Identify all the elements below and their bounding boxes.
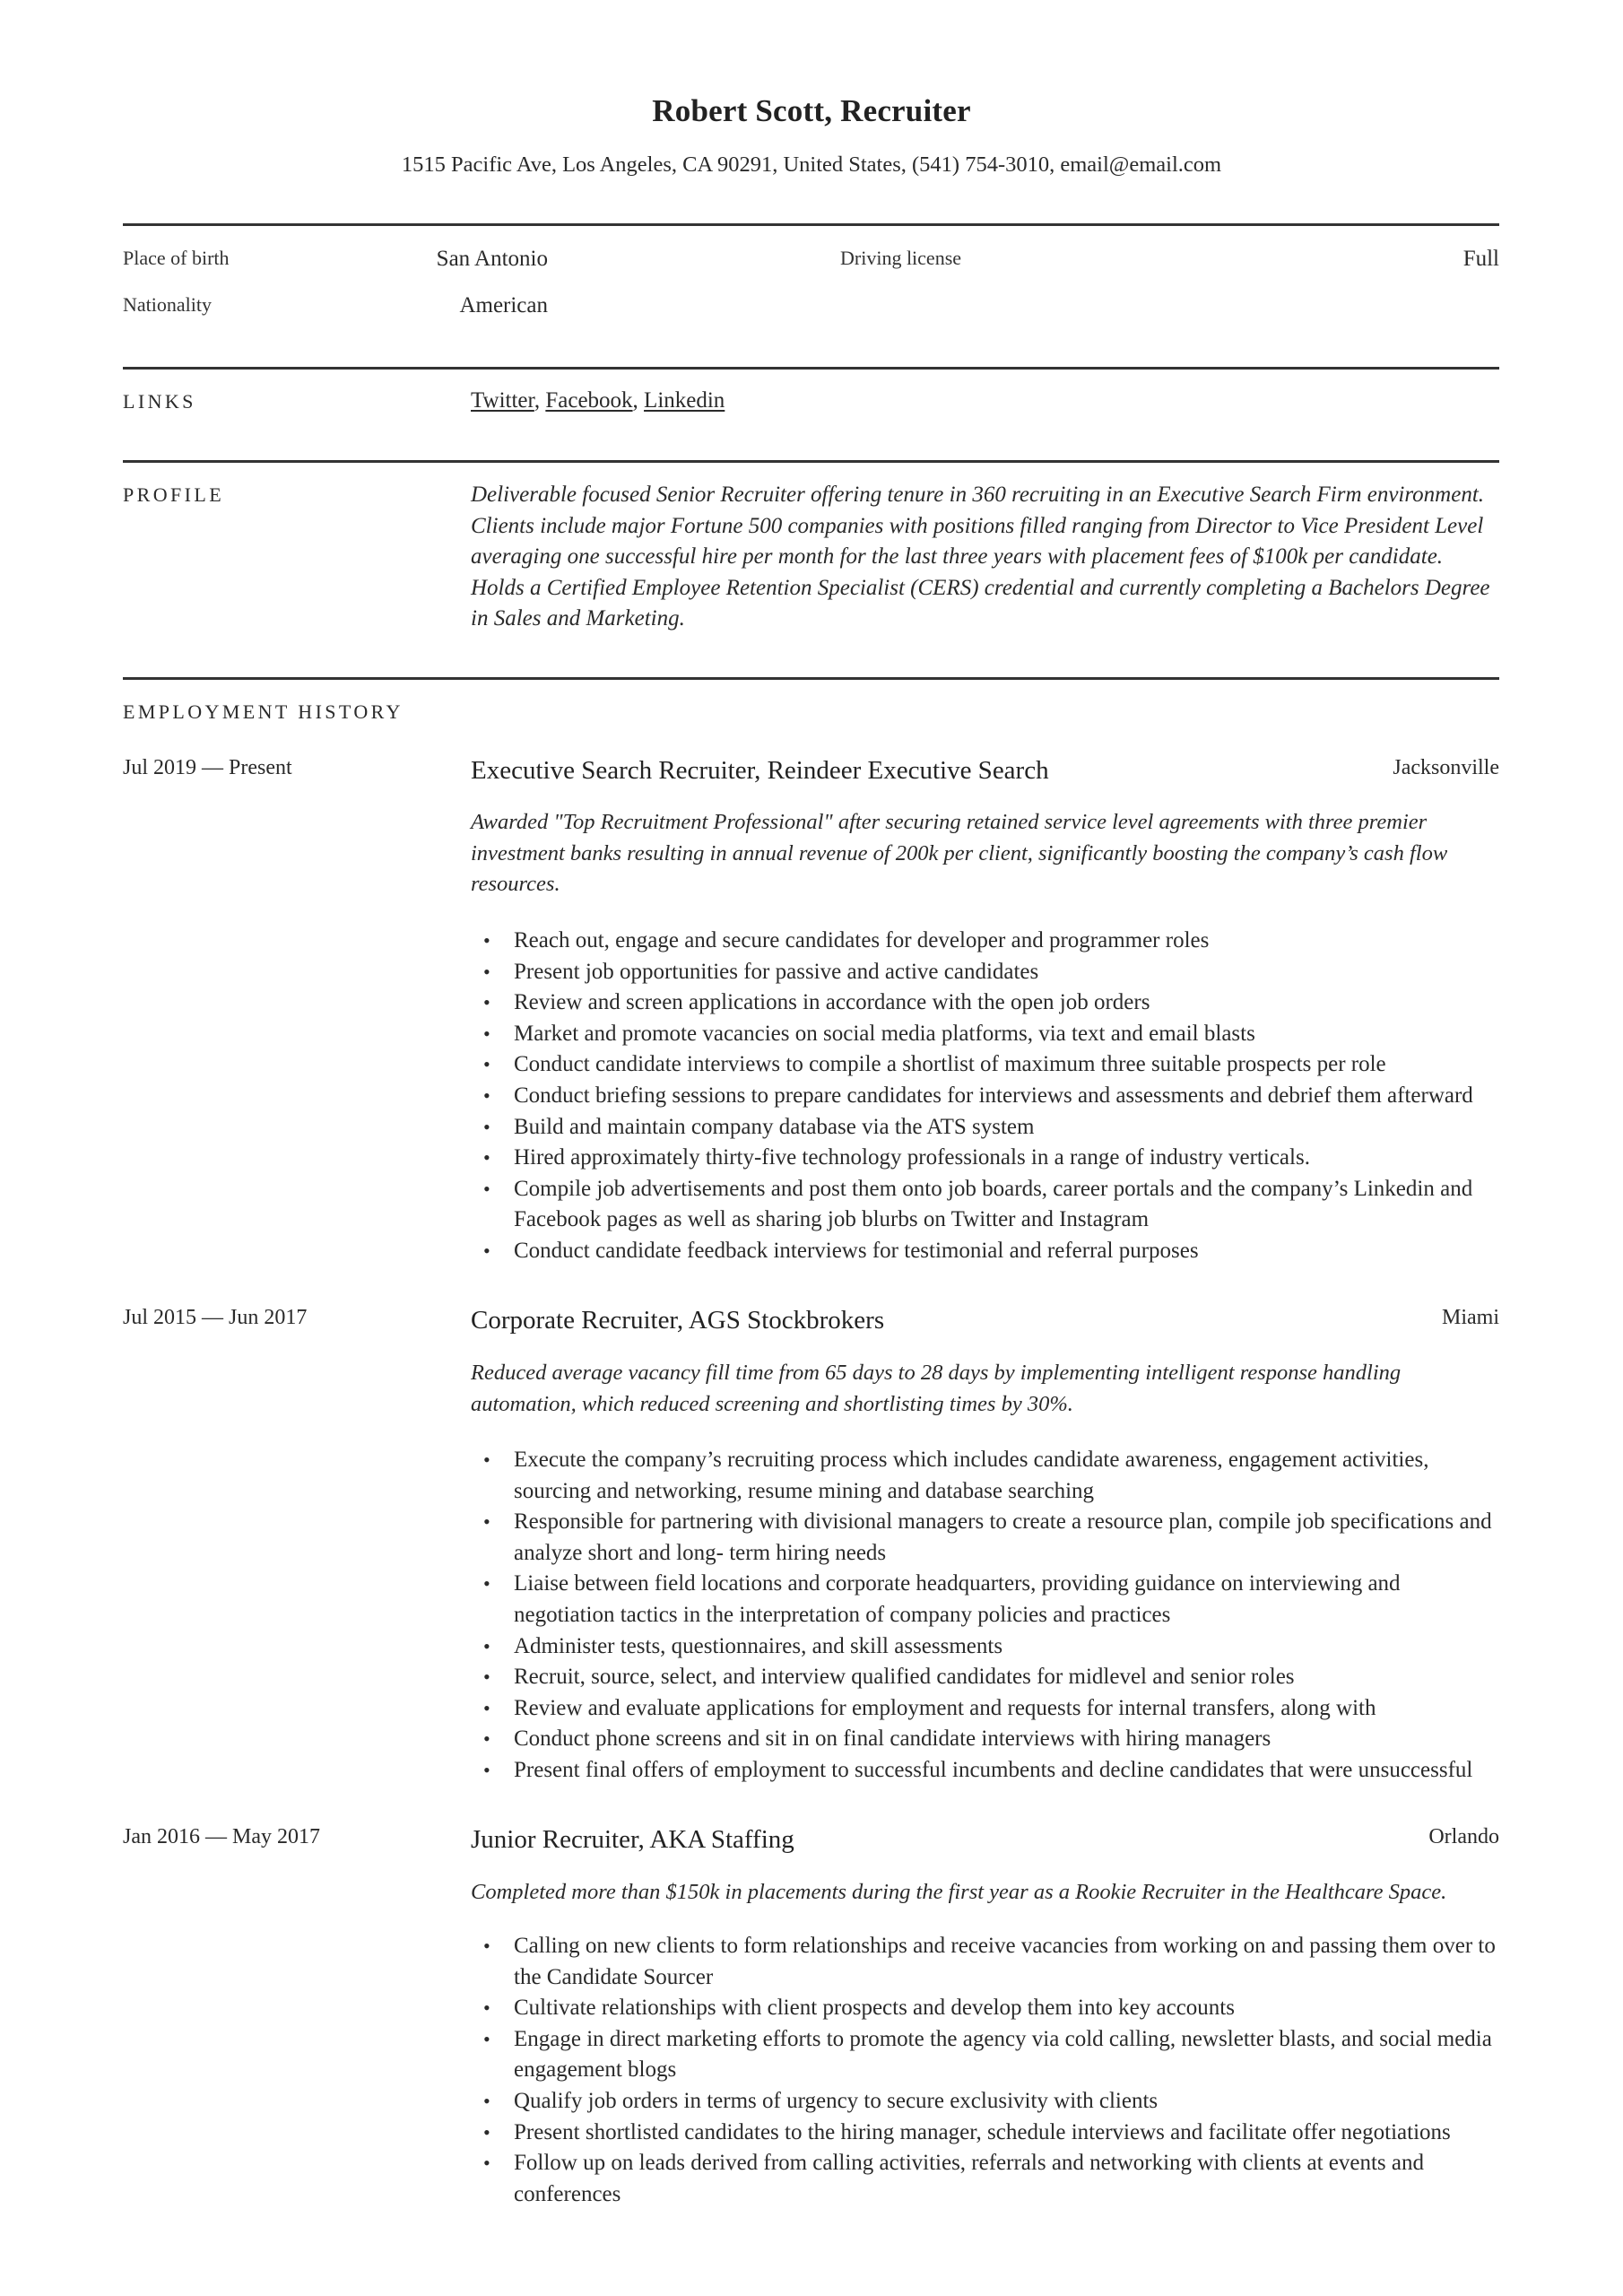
bullet-text: Conduct candidate feedback interviews for testimonial and referral purposes — [514, 1238, 1199, 1263]
contact-address: 1515 Pacific Ave, Los Angeles, CA 90291, United States, (541) 754-3010, email@email.com — [401, 152, 1222, 177]
bullet-icon: • — [483, 2152, 490, 2175]
job-city: Orlando — [1428, 1825, 1499, 1848]
bullet-text: Review and screen applications in accordance with the open job orders — [514, 990, 1150, 1015]
bullet-icon: • — [483, 1177, 490, 1200]
job-bullet — [471, 2148, 1502, 2210]
job-title: Executive Search Recruiter, Reindeer Executive Search — [471, 756, 1049, 785]
job-bullet — [471, 987, 1502, 1019]
bullet-icon: • — [483, 991, 490, 1014]
bullet-icon: • — [483, 2089, 490, 2112]
job-dates: Jul 2015 — Jun 2017 — [123, 1306, 308, 1329]
profile-heading: PROFILE — [123, 483, 225, 506]
job-dates: Jan 2016 — May 2017 — [123, 1825, 320, 1848]
job-summary: Reduced average vacancy fill time from 65 days to 28 days by implementing intelligent response handling automation, which reduced screening and shortlisting times by 30%. — [471, 1361, 1402, 1416]
job-bullet — [471, 1445, 1502, 1507]
divider — [123, 677, 1499, 680]
link-twitter[interactable]: Twitter — [471, 388, 534, 413]
job-bullets — [471, 1931, 1502, 2210]
bullet-text: Calling on new clients to form relationships and receive vacancies from working on and passing them over to the Candidate Sourcer — [514, 1934, 1496, 1989]
link-separator: , — [534, 388, 546, 413]
job-bullet — [471, 1693, 1502, 1725]
employment-heading: EMPLOYMENT HISTORY — [123, 700, 404, 723]
job-bullet — [471, 1236, 1502, 1267]
job-title: Junior Recruiter, AKA Staffing — [471, 1825, 794, 1854]
bullet-text: Engage in direct marketing efforts to promote the agency via cold calling, newsletter blasts, and social media engagement blogs — [514, 2026, 1492, 2083]
job-bullet — [471, 1931, 1502, 1993]
divider — [123, 460, 1499, 463]
bullet-text: Administer tests, questionnaires, and skill assessments — [514, 1633, 1003, 1658]
bullet-text: Recruit, source, select, and interview qualified candidates for midlevel and senior roles — [514, 1665, 1295, 1690]
place-of-birth-value: San Antonio — [436, 247, 548, 271]
job-bullet — [471, 1569, 1502, 1631]
job-bullet — [471, 1112, 1502, 1144]
bullet-icon: • — [483, 1634, 490, 1657]
job-summary: Completed more than $150k in placements during the first year as a Rookie Recruiter in the Healthcare Space. — [471, 1880, 1447, 1904]
bullet-icon: • — [483, 2120, 490, 2144]
bullet-text: Conduct briefing sessions to prepare candidates for interviews and assessments and debrief them afterward — [514, 1083, 1473, 1108]
bullet-text: Conduct candidate interviews to compile a shortlist of maximum three suitable prospects per role — [514, 1052, 1386, 1077]
bullet-icon: • — [483, 1996, 490, 2020]
bullet-text: Execute the company’s recruiting process which includes candidate awareness, engagement activities, sourcing and networking, resume mining and database searching — [514, 1448, 1429, 1503]
job-bullet — [471, 2118, 1502, 2149]
bullet-icon: • — [483, 1510, 490, 1534]
bullet-text: Build and maintain company database via the ATS system — [514, 1114, 1035, 1139]
bullet-icon: • — [483, 1115, 490, 1138]
job-bullet — [471, 1143, 1502, 1174]
job-bullet — [471, 1724, 1502, 1755]
job-city: Miami — [1442, 1306, 1499, 1329]
bullet-icon: • — [483, 1935, 490, 1957]
job-bullet — [471, 1081, 1502, 1112]
bullet-text: Hired approximately thirty-five technology professionals in a range of industry verticals. — [514, 1145, 1310, 1170]
bullet-icon: • — [483, 1572, 490, 1596]
bullet-icon: • — [483, 960, 490, 983]
bullet-icon: • — [483, 1448, 490, 1471]
bullet-icon: • — [483, 929, 490, 952]
job-city: Jacksonville — [1393, 756, 1499, 779]
links-list — [471, 388, 725, 413]
job-dates: Jul 2019 — Present — [123, 756, 292, 779]
bullet-text: Cultivate relationships with client prospects and develop them into key accounts — [514, 1996, 1235, 2021]
bullet-icon: • — [483, 1146, 490, 1170]
driving-license-value: Full — [1462, 247, 1499, 271]
job-bullet — [471, 2024, 1502, 2086]
profile-summary: Deliverable focused Senior Recruiter offering tenure in 360 recruiting in an Executive Search Firm environment. Clients include major Fortune 500 companies with positions filled ranging from Director to Vice President Level averaging one successful hire per month for the last three years with placement fees of $100k per candidate. Holds a Certified Employee Retention Specialist (CERS) credential and currently completing a Bachelors Degree in Sales and Marketing. — [471, 483, 1490, 631]
bullet-text: Conduct phone screens and sit in on final candidate interviews with hiring managers — [514, 1726, 1271, 1752]
job-bullet — [471, 1507, 1502, 1569]
bullet-icon: • — [483, 1665, 490, 1689]
resume-title: Robert Scott, Recruiter — [652, 93, 971, 128]
bullet-icon: • — [483, 1239, 490, 1262]
bullet-icon: • — [483, 1053, 490, 1076]
place-of-birth-label: Place of birth — [123, 247, 230, 269]
bullet-text: Qualify job orders in terms of urgency to secure exclusivity with clients — [514, 2088, 1159, 2113]
driving-license-label: Driving license — [840, 247, 962, 269]
link-separator: , — [632, 388, 645, 413]
bullet-text: Present job opportunities for passive and active candidates — [514, 959, 1039, 984]
nationality-value: American — [459, 293, 548, 317]
job-bullet — [471, 957, 1502, 988]
nationality-label: Nationality — [123, 293, 212, 316]
bullet-icon: • — [483, 1727, 490, 1751]
job-bullets — [471, 1445, 1502, 1787]
job-bullets — [471, 926, 1502, 1267]
job-bullet — [471, 1174, 1502, 1236]
link-facebook[interactable]: Facebook — [545, 388, 633, 413]
links-heading: LINKS — [123, 390, 196, 413]
job-bullet — [471, 1993, 1502, 2024]
job-bullet — [471, 2086, 1502, 2118]
job-bullet — [471, 1662, 1502, 1693]
job-summary: Awarded "Top Recruitment Professional" after securing retained service level agreements with three premier investment banks resulting in annual revenue of 200k per client, significantly boosting the company’s cash flow resources. — [471, 810, 1448, 897]
bullet-text: Present final offers of employment to successful incumbents and decline candidates that were unsuccessful — [514, 1757, 1473, 1782]
bullet-text: Compile job advertisements and post them onto job boards, career portals and the company’s Linkedin and Facebook pages as well as sharing job blurbs on Twitter and Instagram — [514, 1176, 1473, 1232]
bullet-icon: • — [483, 1083, 490, 1107]
job-bullet — [471, 926, 1502, 957]
bullet-text: Follow up on leads derived from calling activities, referrals and networking with clients at events and conferences — [514, 2151, 1424, 2206]
bullet-icon: • — [483, 1022, 490, 1045]
bullet-text: Present shortlisted candidates to the hiring manager, schedule interviews and facilitate offer negotiations — [514, 2119, 1451, 2144]
bullet-icon: • — [483, 2027, 490, 2050]
bullet-text: Liaise between field locations and corporate headquarters, providing guidance on interviewing and negotiation tactics in the interpretation of company policies and practices — [514, 1571, 1401, 1627]
divider — [123, 223, 1499, 226]
link-linkedin[interactable]: Linkedin — [644, 388, 725, 413]
bullet-icon: • — [483, 1696, 490, 1719]
bullet-text: Reach out, engage and secure candidates for developer and programmer roles — [514, 928, 1210, 952]
bullet-text: Review and evaluate applications for employment and requests for internal transfers, along with — [514, 1695, 1376, 1720]
bullet-text: Responsible for partnering with divisional managers to create a resource plan, compile job specifications and analyze short and long- term hiring needs — [514, 1509, 1492, 1565]
bullet-icon: • — [483, 1758, 490, 1781]
job-bullet — [471, 1755, 1502, 1787]
job-bullet — [471, 1019, 1502, 1050]
job-title: Corporate Recruiter, AGS Stockbrokers — [471, 1306, 885, 1335]
job-bullet — [471, 1049, 1502, 1081]
job-bullet — [471, 1631, 1502, 1663]
bullet-text: Market and promote vacancies on social media platforms, via text and email blasts — [514, 1021, 1255, 1046]
divider — [123, 367, 1499, 370]
